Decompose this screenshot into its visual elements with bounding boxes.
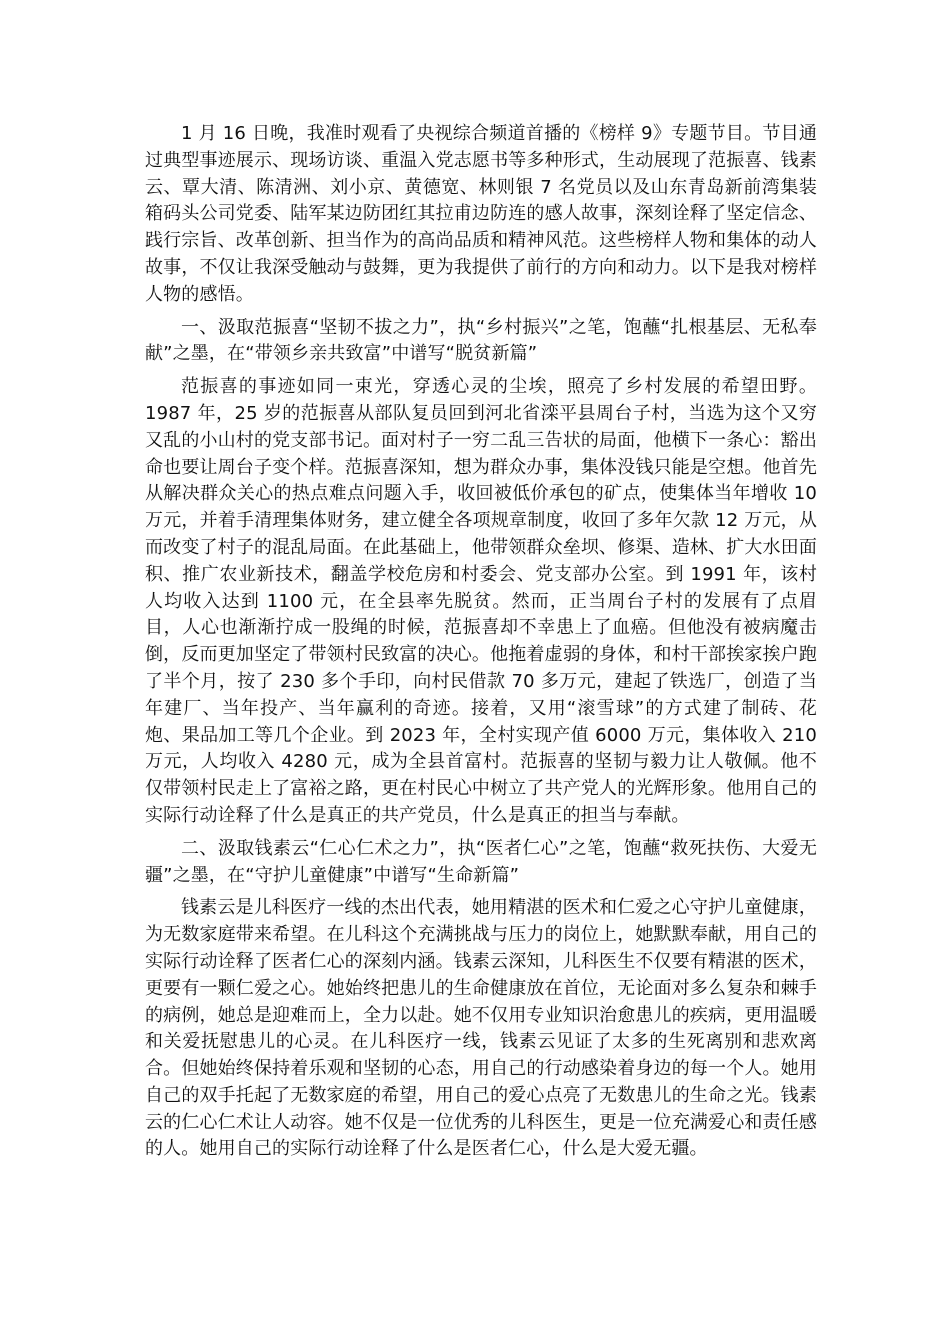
document-page xyxy=(145,121,817,1169)
section-heading-1: 一、汲取范振喜“坚韧不拔之力”，执“乡村振兴”之笔，饱蘸“扎根基层、无私奉献”之墨，在“带领乡亲共致富”中谱写“脱贫新篇” xyxy=(145,316,817,365)
section-body-1: 范振喜的事迹如同一束光，穿透心灵的尘埃，照亮了乡村发展的希望田野。1987 年，25 岁的范振喜从部队复员回到河北省滦平县周台子村，当选为这个又穷又乱的小山村的党支部书记。面对村子一穷二乱三告状的局面，他横下一条心：豁出命也要让周台子变个样。范振喜深知，想为群众办事，集体没钱只能是空想。他首先从解决群众关心的热点难点问题入手，收回被低价承包的矿点，使集体当年增收 10 万元，并着手清理集体财务，建立健全各项规章制度，收回了多年欠款 12 万元，从而改变了村子的混乱局面。在此基础上，他带领群众垒坝、修渠、造林、扩大水田面积、推广农业新技术，翻盖学校危房和村委会、党支部办公室。到 1991 年，该村人均收入达到 1100 元，在全县率先脱贫。然而，正当周台子村的发展有了点眉目，人心也渐渐拧成一股绳的时候，范振喜却不幸患上了血癌。但他没有被病魔击倒，反而更加坚定了带领村民致富的决心。他拖着虚弱的身体，和村干部挨家挨户跑了半个月，按了 230 多个手印，向村民借款 70 多万元，建起了铁选厂，创造了当年建厂、当年投产、当年赢利的奇迹。接着，又用“滚雪球”的方式建了制砖、花炮、果品加工等几个企业。到 2023 年，全村实现产值 6000 万元，集体收入 210 万元，人均收入 4280 元，成为全县首富村。范振喜的坚韧与毅力让人敬佩。他不仅带领村民走上了富裕之路，更在村民心中树立了共产党人的光辉形象。他用自己的实际行动诠释了什么是真正的共产党员，什么是真正的担当与奉献。 xyxy=(145,376,817,826)
section-heading-2: 二、汲取钱素云“仁心仁术之力”，执“医者仁心”之笔，饱蘸“救死扶伤、大爱无疆”之墨，在“守护儿童健康”中谱写“生命新篇” xyxy=(145,837,817,886)
section-body-2: 钱素云是儿科医疗一线的杰出代表，她用精湛的医术和仁爱之心守护儿童健康，为无数家庭带来希望。在儿科这个充满挑战与压力的岗位上，她默默奉献，用自己的实际行动诠释了医者仁心的深刻内涵。钱素云深知，儿科医生不仅要有精湛的医术，更要有一颗仁爱之心。她始终把患儿的生命健康放在首位，无论面对多么复杂和棘手的病例，她总是迎难而上，全力以赴。她不仅用专业知识治愈患儿的疾病，更用温暖和关爱抚慰患儿的心灵。在儿科医疗一线，钱素云见证了太多的生死离别和悲欢离合。但她始终保持着乐观和坚韧的心态，用自己的行动感染着身边的每一个人。她用自己的双手托起了无数家庭的希望，用自己的爱心点亮了无数患儿的生命之光。钱素云的仁心仁术让人动容。她不仅是一位优秀的儿科医生，更是一位充满爱心和责任感的人。她用自己的实际行动诠释了什么是医者仁心，什么是大爱无疆。 xyxy=(145,897,817,1160)
intro-paragraph: 1 月 16 日晚，我准时观看了央视综合频道首播的《榜样 9》专题节目。节目通过典型事迹展示、现场访谈、重温入党志愿书等多种形式，生动展现了范振喜、钱素云、覃大清、陈清洲、刘小京、黄德宽、林则银 7 名党员以及山东青岛新前湾集装箱码头公司党委、陆军某边防团红其拉甫边防连的感人故事，深刻诠释了坚定信念、践行宗旨、改革创新、担当作为的高尚品质和精神风范。这些榜样人物和集体的动人故事，不仅让我深受触动与鼓舞，更为我提供了前行的方向和动力。以下是我对榜样人物的感悟。 xyxy=(145,123,817,305)
